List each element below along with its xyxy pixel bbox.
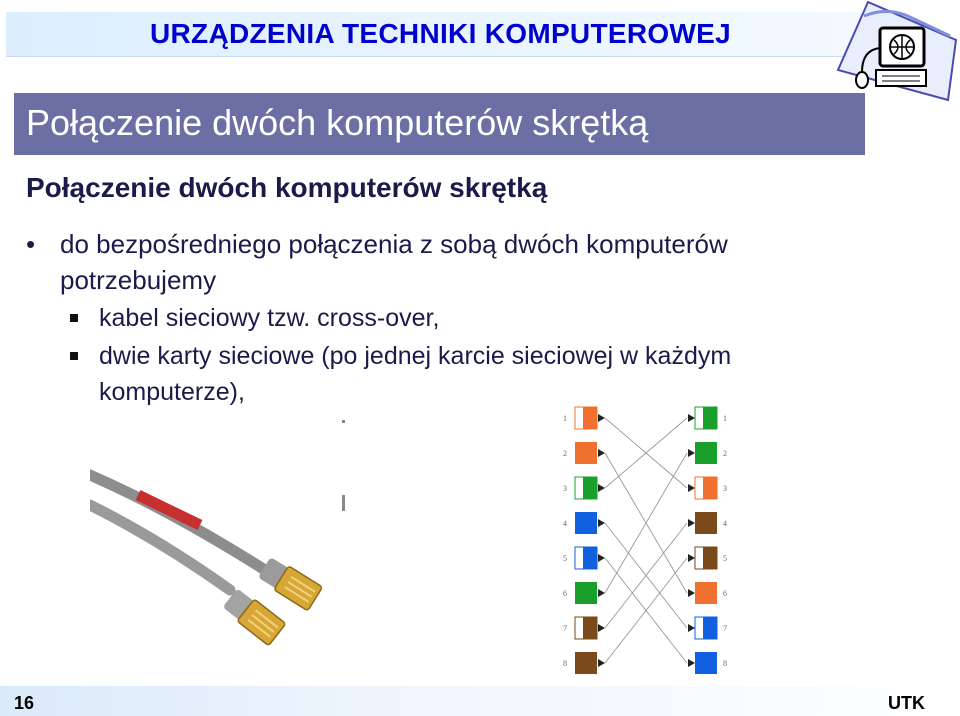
slide-banner xyxy=(14,93,865,155)
left-pin-block xyxy=(575,407,597,429)
right-pin-label: 7 xyxy=(723,624,727,633)
crossover-wiring-diagram xyxy=(555,395,740,685)
sub-bullet-text: dwie karty sieciowe (po jednej karcie sieciowej w każdym komputerze), xyxy=(99,342,732,406)
left-pin-block xyxy=(575,547,597,569)
right-pin-block xyxy=(695,547,717,569)
square-bullet-icon xyxy=(70,314,78,322)
right-pin-block xyxy=(695,407,717,429)
diagram-wires xyxy=(605,418,687,663)
diagram-left-pins xyxy=(563,407,605,674)
left-pin-block xyxy=(575,512,597,534)
left-pin-block xyxy=(575,442,597,464)
right-pin-block xyxy=(695,652,717,674)
right-arrow-icon xyxy=(688,554,695,562)
footer-label: UTK xyxy=(888,693,925,713)
right-pin-block xyxy=(695,512,717,534)
slide-subtitle: Połączenie dwóch komputerów skrętką xyxy=(26,172,548,203)
sub-bullet-item xyxy=(70,300,830,336)
right-pin-label: 4 xyxy=(723,519,727,528)
square-bullet-icon xyxy=(70,352,78,360)
bullet-item xyxy=(26,226,846,298)
sub-bullet-text: kabel sieciowy tzw. cross-over, xyxy=(99,304,440,332)
right-pin-block xyxy=(695,582,717,604)
bullet-text: do bezpośredniego połączenia z sobą dwóch komputerów potrzebujemy xyxy=(60,229,728,295)
bullet-dot: • xyxy=(26,229,36,259)
network-cable-image xyxy=(90,420,350,680)
left-pin-block xyxy=(575,477,597,499)
right-pin-label: 6 xyxy=(723,589,727,598)
right-pin-block xyxy=(695,617,717,639)
left-pin-label: 2 xyxy=(563,449,567,458)
right-pin-label: 2 xyxy=(723,449,727,458)
right-pin-label: 8 xyxy=(723,659,727,668)
banner-title: Połączenie dwóch komputerów skrętką xyxy=(26,102,649,143)
left-arrow-icon xyxy=(598,554,605,562)
right-arrow-icon xyxy=(688,659,695,667)
left-pin-label: 6 xyxy=(563,589,567,598)
left-pin-label: 4 xyxy=(563,519,567,528)
left-pin-block xyxy=(575,652,597,674)
right-pin-block xyxy=(695,477,717,499)
left-arrow-icon xyxy=(598,519,605,527)
left-arrow-icon xyxy=(598,589,605,597)
footer-bar xyxy=(0,686,960,716)
left-arrow-icon xyxy=(598,624,605,632)
right-arrow-icon xyxy=(688,414,695,422)
left-pin-label: 3 xyxy=(563,484,567,493)
left-arrow-icon xyxy=(598,484,605,492)
left-pin-label: 8 xyxy=(563,659,567,668)
left-pin-block xyxy=(575,617,597,639)
right-arrow-icon xyxy=(688,449,695,457)
right-pin-block xyxy=(695,442,717,464)
left-arrow-icon xyxy=(598,659,605,667)
right-pin-label: 5 xyxy=(723,554,727,563)
left-pin-label: 1 xyxy=(563,414,567,423)
right-pin-label: 1 xyxy=(723,414,727,423)
right-arrow-icon xyxy=(688,624,695,632)
left-arrow-icon xyxy=(598,449,605,457)
right-arrow-icon xyxy=(688,484,695,492)
right-pin-label: 3 xyxy=(723,484,727,493)
diagram-right-pins xyxy=(688,407,727,674)
left-pin-block xyxy=(575,582,597,604)
left-arrow-icon xyxy=(598,414,605,422)
left-pin-label: 5 xyxy=(563,554,567,563)
left-pin-label: 7 xyxy=(563,624,567,633)
right-arrow-icon xyxy=(688,519,695,527)
page-number: 16 xyxy=(14,693,35,713)
header-title: URZĄDZENIA TECHNIKI KOMPUTEROWEJ xyxy=(150,18,732,49)
right-arrow-icon xyxy=(688,589,695,597)
